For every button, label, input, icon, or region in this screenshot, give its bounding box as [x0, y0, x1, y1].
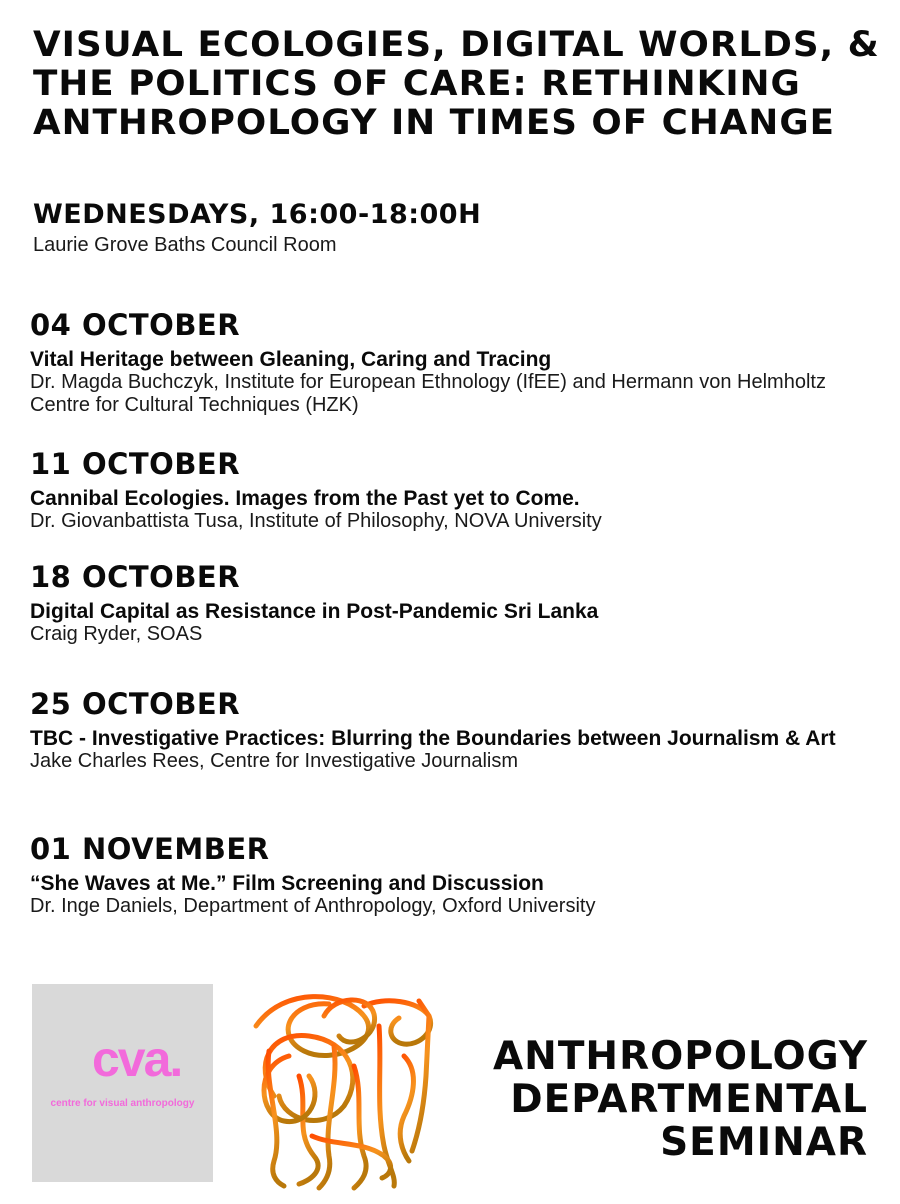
event-item: [30, 832, 870, 918]
footer-title-line: DEPARTMENTAL: [510, 1077, 868, 1122]
tangled-lines-icon: [214, 956, 468, 1200]
event-speaker: Dr. Giovanbattista Tusa, Institute of Philosophy, NOVA University: [30, 510, 602, 532]
event-speaker: Jake Charles Rees, Centre for Investigative Journalism: [30, 750, 518, 772]
cva-logo-mark: cva.: [92, 1031, 182, 1087]
event-title: Digital Capital as Resistance in Post-Pandemic Sri Lanka: [30, 600, 599, 623]
event-item: [30, 687, 870, 773]
event-item: [30, 560, 870, 646]
event-item: [30, 308, 870, 417]
cva-logo: [32, 984, 213, 1182]
event-date: 01 NOVEMBER: [30, 832, 270, 866]
event-date: 04 OCTOBER: [30, 308, 241, 342]
footer-seminar-title: [493, 1035, 868, 1164]
event-title: TBC - Investigative Practices: Blurring the Boundaries between Journalism & Art: [30, 727, 836, 750]
event-date: 11 OCTOBER: [30, 447, 241, 481]
seminar-series-title: VISUAL ECOLOGIES, DIGITAL WORLDS, & THE POLITICS OF CARE: RETHINKING ANTHROPOLOGY IN TIMES OF CHANGE: [33, 25, 880, 143]
event-date: 18 OCTOBER: [30, 560, 241, 594]
cva-logo-subtitle: centre for visual anthropology: [50, 1098, 195, 1109]
footer-title-line: SEMINAR: [660, 1120, 868, 1165]
schedule-time: WEDNESDAYS, 16:00-18:00H: [33, 199, 482, 230]
event-speaker: Dr. Inge Daniels, Department of Anthropology, Oxford University: [30, 895, 596, 917]
event-title: Cannibal Ecologies. Images from the Past yet to Come.: [30, 487, 580, 510]
event-title: “She Waves at Me.” Film Screening and Discussion: [30, 872, 544, 895]
footer-title-line: ANTHROPOLOGY: [493, 1034, 868, 1079]
event-speaker: Dr. Magda Buchczyk, Institute for European Ethnology (IfEE) and Hermann von Helmholtz Centre for Cultural Techniques (HZK): [30, 371, 826, 416]
event-speaker: Craig Ryder, SOAS: [30, 623, 203, 645]
venue-name: Laurie Grove Baths Council Room: [33, 234, 337, 256]
event-date: 25 OCTOBER: [30, 687, 241, 721]
event-title: Vital Heritage between Gleaning, Caring and Tracing: [30, 348, 552, 371]
event-item: [30, 447, 870, 533]
